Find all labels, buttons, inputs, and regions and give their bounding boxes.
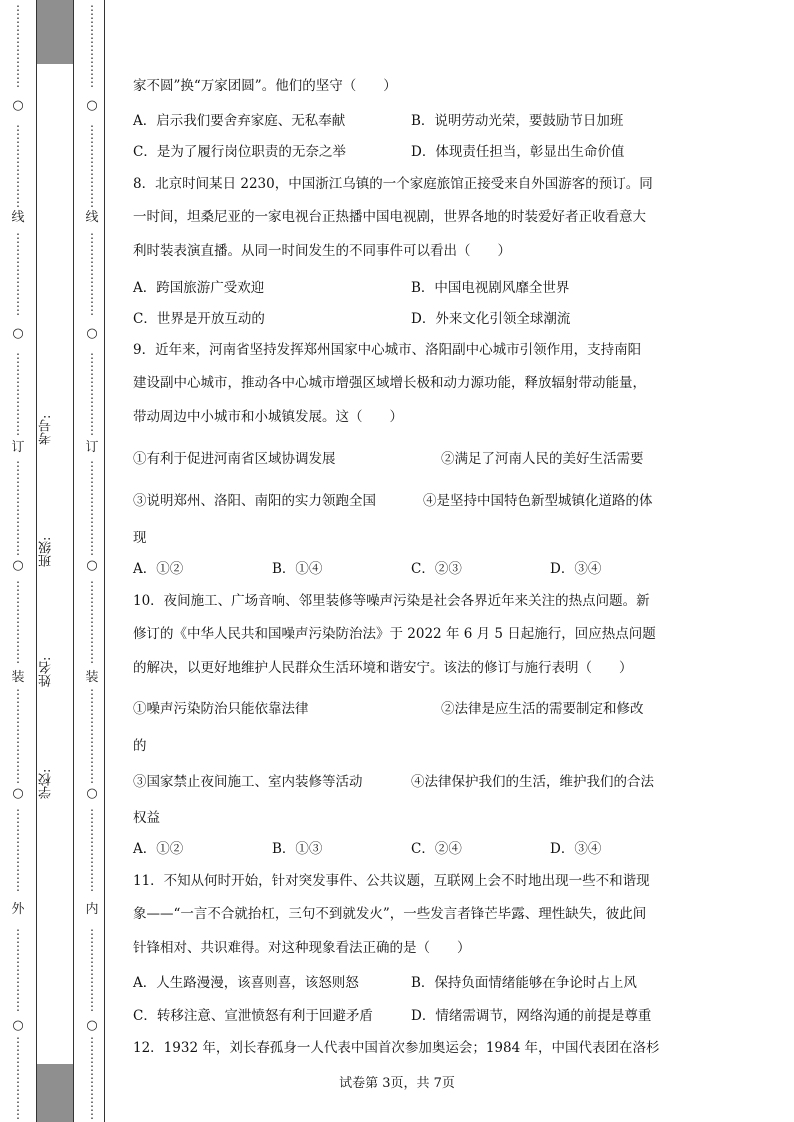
q10-statement-4-cont: 权益 [133,810,160,826]
seal-dot: ⋮ [12,279,24,293]
seal-dot: ⋮ [12,147,24,161]
seal-dot: ⋮ [86,1107,98,1121]
seal-dot: ⋮ [12,255,24,269]
seal-dot: ⋮ [12,615,24,629]
seal-dot: ⋮ [12,651,24,665]
seal-dot: ⋮ [86,999,98,1013]
seal-dot: ⋮ [12,519,24,533]
seal-dot: ⋮ [12,135,24,149]
seal-dot: ⋮ [12,387,24,401]
seal-dot: ⋮ [12,987,24,1001]
seal-dot: ⋮ [86,963,98,977]
seal-dot: ⋮ [86,531,98,545]
seal-dot: ⋮ [86,459,98,473]
seal-dot: ⋮ [12,3,24,17]
seal-dot: ⋮ [86,951,98,965]
seal-dot: ⋮ [86,987,98,1001]
seal-dot: ⋮ [12,375,24,389]
exam-number-label: 考号: [39,414,54,446]
seal-dot: ⋮ [12,999,24,1013]
seal-dot: ⋮ [86,15,98,29]
seal-glyph: 内 [85,902,99,917]
seal-dot: ⋮ [86,51,98,65]
q7-stem-end: 家不圆”换“万家团圆”。他们的坚守（ ） [133,78,397,94]
seal-dot: ⋮ [12,483,24,497]
seal-dot: ⋮ [86,723,98,737]
seal-dot: ⋮ [86,1059,98,1073]
seal-dot: ⋮ [86,303,98,317]
seal-dot: ⋮ [12,291,24,305]
q10-statement-2: ②法律是应生活的需要制定和修改 [441,701,644,717]
seal-dot: ⋮ [12,267,24,281]
seal-dot: ⋮ [86,375,98,389]
seal-dot: ⋮ [86,975,98,989]
seal-dot: ⋮ [12,195,24,209]
seal-dot: ⋮ [12,423,24,437]
seal-dot: ⋮ [12,1047,24,1061]
seal-dot: ⋮ [86,363,98,377]
seal-dot: ⋮ [86,807,98,821]
seal-glyph: 线 [85,210,99,225]
seal-dot: ⋮ [86,255,98,269]
q9-stem-line: 建设副中心城市，推动各中心城市增强区域增长极和动力源功能，释放辐射带动能量， [133,375,646,391]
seal-dot: ⋮ [86,351,98,365]
seal-dot: ⋮ [86,135,98,149]
q8-option-a: A．跨国旅游广受欢迎 [133,280,265,296]
seal-circle-icon: ○ [86,786,98,801]
seal-dot: ⋮ [12,747,24,761]
q8-option-d: D．外来文化引领全球潮流 [411,311,571,327]
q9-statement-4-cont: 现 [133,530,147,546]
seal-dot: ⋮ [86,1083,98,1097]
seal-dot: ⋮ [12,411,24,425]
seal-dot: ⋮ [12,627,24,641]
q10-statement-1: ①噪声污染防治只能依靠法律 [133,701,309,717]
q8-stem-line: 利时装表演直播。从同一时间发生的不同事件可以看出（ ） [133,243,511,259]
seal-dot: ⋮ [86,195,98,209]
seal-dot: ⋮ [12,855,24,869]
q10-option-a: A．①② [133,841,184,857]
q7-option-d: D．体现责任担当，彰显出生命价值 [411,144,625,160]
seal-dot: ⋮ [86,279,98,293]
seal-dot: ⋮ [12,543,24,557]
school-label: 学校: [39,768,54,800]
q9-option-b: B．①④ [272,561,323,577]
seal-dot: ⋮ [12,171,24,185]
seal-dot: ⋮ [86,747,98,761]
q10-option-d: D．③④ [550,841,602,857]
seal-dot: ⋮ [86,831,98,845]
seal-dot: ⋮ [12,975,24,989]
seal-dot: ⋮ [12,51,24,65]
seal-dot: ⋮ [86,519,98,533]
seal-circle-icon: ○ [86,326,98,341]
seal-circle-icon: ○ [12,98,24,113]
q9-option-a: A．①② [133,561,184,577]
seal-glyph: 线 [11,210,25,225]
seal-dot: ⋮ [86,771,98,785]
seal-dot: ⋮ [86,171,98,185]
seal-dot: ⋮ [12,75,24,89]
q10-statement-2-cont: 的 [133,738,147,754]
seal-glyph: 装 [11,670,25,685]
q9-statement-3: ③说明郑州、洛阳、南阳的实力领跑全国 [133,493,376,509]
seal-dot: ⋮ [12,231,24,245]
q10-statement-4: ④法律保护我们的生活，维护我们的合法 [411,774,654,790]
seal-dot: ⋮ [86,399,98,413]
seal-dot: ⋮ [86,591,98,605]
seal-dot: ⋮ [12,507,24,521]
seal-dot: ⋮ [86,123,98,137]
seal-dot: ⋮ [86,411,98,425]
seal-dot: ⋮ [86,603,98,617]
seal-dot: ⋮ [12,531,24,545]
seal-dot: ⋮ [12,471,24,485]
q8-option-b: B．中国电视剧风靡全世界 [411,280,570,296]
seal-dot: ⋮ [12,351,24,365]
right-seal-line [84,0,100,1122]
seal-dot: ⋮ [86,1035,98,1049]
q11-stem-line: 针锋相对、共识难得。对这种现象看法正确的是（ ） [133,940,471,956]
seal-dot: ⋮ [86,867,98,881]
seal-dot: ⋮ [12,831,24,845]
q10-option-b: B．①③ [272,841,323,857]
seal-circle-icon: ○ [12,558,24,573]
seal-dot: ⋮ [86,699,98,713]
q9-statement-4: ④是坚持中国特色新型城镇化道路的体 [423,493,653,509]
page-footer: 试卷第 3页，共 7页 [339,1076,455,1091]
q11-option-d: D．情绪需调节，网络沟通的前提是尊重 [411,1008,652,1024]
seal-dot: ⋮ [12,1059,24,1073]
seal-circle-icon: ○ [12,326,24,341]
q7-option-c: C．是为了履行岗位职责的无奈之举 [133,144,346,160]
seal-dot: ⋮ [86,579,98,593]
q10-option-c: C．②④ [411,841,462,857]
seal-dot: ⋮ [86,543,98,557]
seal-dot: ⋮ [12,711,24,725]
seal-dot: ⋮ [12,759,24,773]
seal-circle-icon: ○ [86,558,98,573]
q7-option-b: B．说明劳动光荣，要鼓励节日加班 [411,113,624,129]
seal-dot: ⋮ [86,855,98,869]
q11-stem-line: 11．不知从何时开始，针对突发事件、公共议题，互联网上会不时地出现一些不和谐现 [133,873,650,889]
seal-dot: ⋮ [86,75,98,89]
seal-dot: ⋮ [86,27,98,41]
seal-dot: ⋮ [12,579,24,593]
seal-dot: ⋮ [86,159,98,173]
seal-dot: ⋮ [86,651,98,665]
q9-stem-line: 带动周边中小城市和小城镇发展。这（ ） [133,409,403,425]
seal-dot: ⋮ [86,687,98,701]
q7-option-a: A．启示我们要舍弃家庭、无私奉献 [133,113,346,129]
seal-dot: ⋮ [86,3,98,17]
q8-stem-line: 8．北京时间某日 2230，中国浙江乌镇的一个家庭旅馆正接受来自外国游客的预订。同 [133,176,653,192]
seal-dot: ⋮ [12,123,24,137]
seal-dot: ⋮ [86,483,98,497]
left-seal-line [10,0,26,1122]
seal-dot: ⋮ [86,387,98,401]
seal-dot: ⋮ [86,183,98,197]
seal-dot: ⋮ [86,243,98,257]
student-info-strip [36,0,74,1122]
q11-option-c: C．转移注意、宣泄愤怒有利于回避矛盾 [133,1008,373,1024]
q11-stem-line: 象——“一言不合就抬杠，三句不到就发火”，一些发言者锋芒毕露、理性缺失，彼此间 [133,906,647,922]
seal-dot: ⋮ [12,819,24,833]
seal-dot: ⋮ [12,303,24,317]
seal-dot: ⋮ [12,159,24,173]
seal-dot: ⋮ [12,15,24,29]
seal-dot: ⋮ [86,291,98,305]
seal-dot: ⋮ [12,495,24,509]
seal-dot: ⋮ [12,459,24,473]
class-label: 班级: [39,536,54,568]
seal-dot: ⋮ [86,471,98,485]
seal-dot: ⋮ [12,951,24,965]
seal-dot: ⋮ [12,63,24,77]
q11-option-a: A．人生路漫漫，该喜则喜，该怒则怒 [133,975,359,991]
seal-dot: ⋮ [12,699,24,713]
seal-glyph: 装 [85,670,99,685]
seal-dot: ⋮ [12,639,24,653]
seal-dot: ⋮ [12,363,24,377]
seal-dot: ⋮ [86,819,98,833]
seal-dot: ⋮ [86,735,98,749]
seal-dot: ⋮ [12,1071,24,1085]
q8-option-c: C．世界是开放互动的 [133,311,265,327]
seal-dot: ⋮ [12,1095,24,1109]
seal-dot: ⋮ [12,243,24,257]
seal-dot: ⋮ [12,591,24,605]
seal-dot: ⋮ [86,63,98,77]
seal-dot: ⋮ [12,27,24,41]
seal-dot: ⋮ [86,927,98,941]
q9-statement-2: ②满足了河南人民的美好生活需要 [441,451,644,467]
q8-stem-line: 一时间，坦桑尼亚的一家电视台正热播中国电视剧，世界各地的时装爱好者正收看意大 [133,209,646,225]
seal-glyph: 订 [11,440,25,455]
seal-dot: ⋮ [12,879,24,893]
seal-dot: ⋮ [86,39,98,53]
seal-dot: ⋮ [12,963,24,977]
seal-dot: ⋮ [12,1035,24,1049]
q9-option-d: D．③④ [550,561,602,577]
seal-dot: ⋮ [12,771,24,785]
seal-dot: ⋮ [86,1095,98,1109]
seal-dot: ⋮ [12,867,24,881]
seal-circle-icon: ○ [12,1018,24,1033]
q10-stem-line: 的解决，以更好地维护人民群众生活环境和谐安宁。该法的修订与施行表明（ ） [133,660,633,676]
seal-dot: ⋮ [86,147,98,161]
margin-divider [104,0,105,1122]
seal-dot: ⋮ [86,495,98,509]
seal-glyph: 订 [85,440,99,455]
q12-stem-line: 12．1932 年，刘长春孤身一人代表中国首次参加奥运会；1984 年，中国代表团在洛杉 [133,1040,660,1056]
seal-glyph: 外 [11,902,25,917]
q10-statement-3: ③国家禁止夜间施工、室内装修等活动 [133,774,363,790]
top-gray-block [37,0,73,64]
seal-dot: ⋮ [86,627,98,641]
seal-dot: ⋮ [86,267,98,281]
q9-option-c: C．②③ [411,561,462,577]
seal-dot: ⋮ [12,399,24,413]
seal-dot: ⋮ [86,1047,98,1061]
seal-dot: ⋮ [12,939,24,953]
seal-dot: ⋮ [86,639,98,653]
seal-circle-icon: ○ [12,786,24,801]
seal-dot: ⋮ [86,615,98,629]
seal-dot: ⋮ [86,939,98,953]
seal-dot: ⋮ [12,807,24,821]
q9-statement-1: ①有利于促进河南省区域协调发展 [133,451,336,467]
seal-dot: ⋮ [12,735,24,749]
seal-dot: ⋮ [12,1107,24,1121]
seal-circle-icon: ○ [86,1018,98,1033]
seal-dot: ⋮ [12,603,24,617]
seal-dot: ⋮ [12,1083,24,1097]
seal-dot: ⋮ [86,843,98,857]
name-label: 姓名: [39,656,54,688]
seal-dot: ⋮ [86,507,98,521]
q11-option-b: B．保持负面情绪能够在争论时占上风 [411,975,637,991]
seal-dot: ⋮ [86,711,98,725]
seal-dot: ⋮ [12,843,24,857]
seal-dot: ⋮ [86,423,98,437]
seal-dot: ⋮ [12,927,24,941]
seal-dot: ⋮ [12,183,24,197]
q9-stem-line: 9．近年来，河南省坚持发挥郑州国家中心城市、洛阳副中心城市引领作用，支持南阳 [133,342,642,358]
seal-dot: ⋮ [86,759,98,773]
binding-margin [0,0,110,1122]
q10-stem-line: 修订的《中华人民共和国噪声污染防治法》于 2022 年 6 月 5 日起施行，回应热点问题 [133,626,656,642]
seal-dot: ⋮ [12,723,24,737]
seal-dot: ⋮ [12,39,24,53]
seal-circle-icon: ○ [86,98,98,113]
seal-dot: ⋮ [86,879,98,893]
seal-dot: ⋮ [86,1071,98,1085]
seal-dot: ⋮ [86,231,98,245]
seal-dot: ⋮ [12,687,24,701]
q10-stem-line: 10．夜间施工、广场音响、邻里装修等噪声污染是社会各界近年来关注的热点问题。新 [133,593,650,609]
